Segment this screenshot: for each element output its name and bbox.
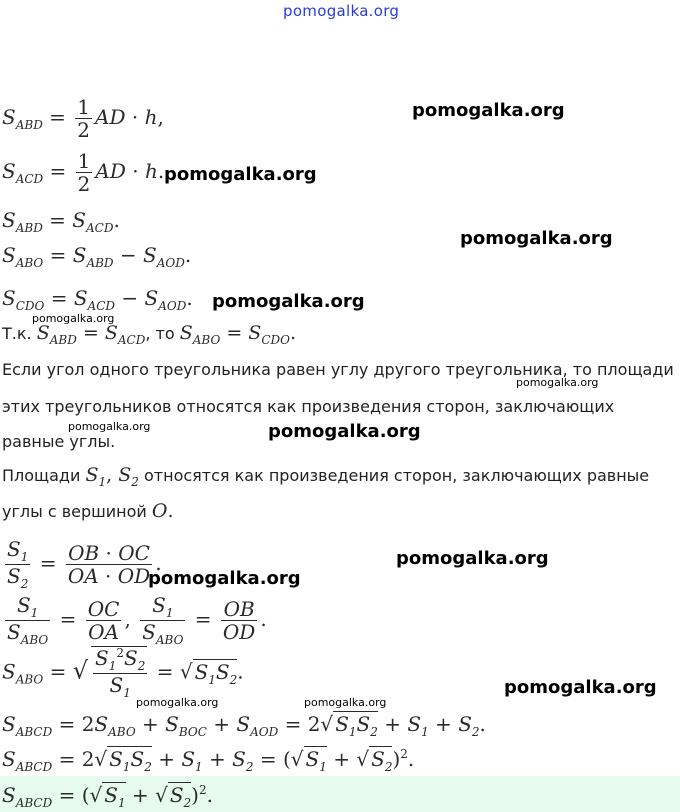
para2-rest: относятся как произведения сторон, заключающих равные: [144, 466, 650, 485]
watermark-small: pomogalka.org: [68, 420, 151, 433]
equation-s-abo: $S_{ABO} = S_{ABD} - S_{AOD}$.: [2, 243, 192, 270]
watermark: pomogalka.org: [164, 164, 317, 185]
equation-s-abcd-1: $S_{ABCD} = 2S_{ABO} + S_{BOC} + S_{AOD} = 2√$ $S_1S_2 + S_1 + S_2$.: [2, 712, 486, 739]
para2-line2: углы с вершиной: [2, 502, 147, 521]
equation-ratio-1: $\frac{S_1}{S_2}$ = $\frac{OB \cdot OC}{OA \cdot OD}$ .: [7, 537, 162, 592]
paragraph-line: углы с вершиной O.: [2, 500, 174, 522]
watermark-small: pomogalka.org: [136, 696, 219, 709]
watermark-small: pomogalka.org: [32, 312, 115, 325]
equation-s-abd: $S_{ABD}$ = $\frac{1}{2}$ AD · h,: [2, 95, 164, 142]
equation-s-acd: $S_{ACD}$ = $\frac{1}{2}$ AD · h.: [2, 149, 165, 196]
watermark: pomogalka.org: [412, 100, 565, 121]
watermark: pomogalka.org: [268, 421, 421, 442]
equation-final-answer: $S_{ABCD}$ = (√ $S_1$ + √ $S_2)^2$.: [2, 783, 213, 810]
paragraph-line: равные углы.: [2, 432, 116, 451]
watermark-small: pomogalka.org: [304, 696, 387, 709]
watermark-small: pomogalka.org: [516, 376, 599, 389]
tk-prefix: Т.к.: [2, 324, 32, 343]
equation-s-abo-root: $S_{ABO}$ = √ $\frac{S_1^2S_2}{S_1}$ = √ $S_1S_2$.: [2, 646, 244, 701]
watermark: pomogalka.org: [148, 568, 301, 589]
watermark: pomogalka.org: [460, 228, 613, 249]
paragraph-line: Если угол одного треугольника равен углу другого треугольника, то площади: [2, 360, 674, 379]
watermark-top[interactable]: pomogalka.org: [283, 2, 400, 20]
paragraph-line: Площади $S_1$, $S_2$ относятся как произведения сторон, заключающих равные: [2, 464, 650, 489]
watermark: pomogalka.org: [212, 291, 365, 312]
watermark: pomogalka.org: [504, 677, 657, 698]
equation-ratio-2: $\frac{S_1}{S_{ABO}}$ = $\frac{OC}{OA}$ , $\frac{S_1}{S_{ABO}}$ = $\frac{OB}{OD}$ .: [7, 593, 267, 648]
tk-mid: , то: [145, 324, 175, 343]
conclusion-line: Т.к. $S_{ABD} = S_{ACD}$, то $S_{ABO} = S_{CDO}$.: [2, 322, 297, 347]
equation-area-equal: $S_{ABD} = S_{ACD}$.: [2, 208, 120, 235]
watermark: pomogalka.org: [396, 548, 549, 569]
equation-s-cdo: $S_{CDO} = S_{ACD} - S_{AOD}$.: [2, 286, 193, 313]
para2-word: Площади: [2, 466, 81, 485]
equation-s-abcd-2: $S_{ABCD} = 2√$ $S_1S_2 + S_1 + S_2$ = (√ $S_1$ + √ $S_2)^2$.: [2, 747, 415, 774]
paragraph-line: этих треугольников относятся как произведения сторон, заключающих: [2, 397, 615, 416]
